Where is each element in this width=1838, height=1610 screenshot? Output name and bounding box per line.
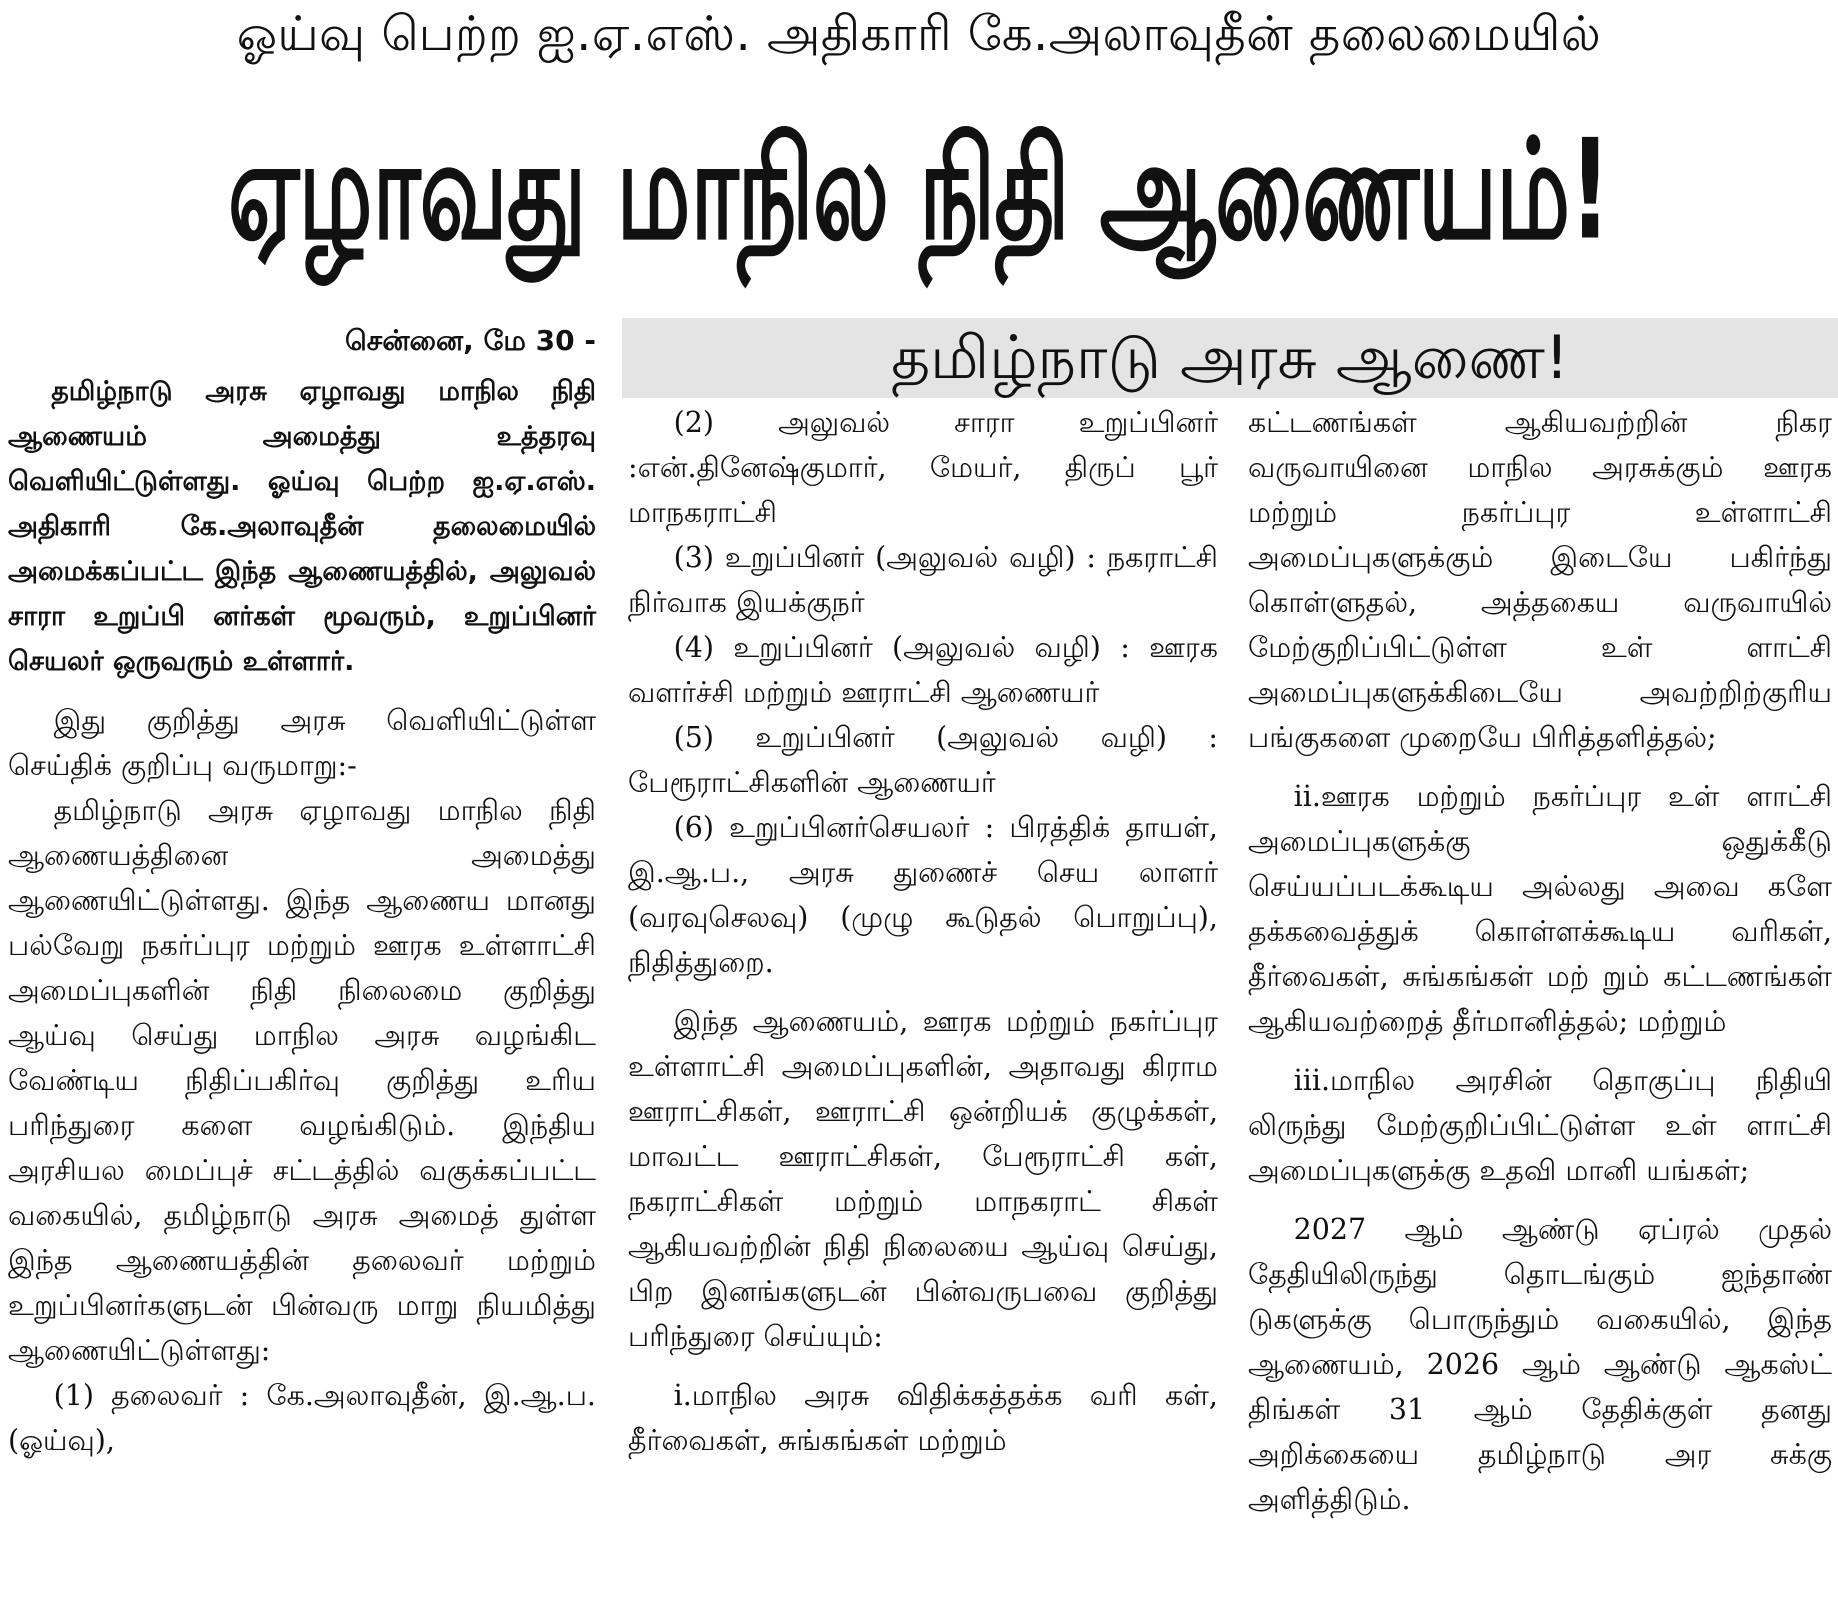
paragraph: இந்த ஆணையம், ஊரக மற்றும் நகர்ப்புர உள்ளாட்சி அமைப்புகளின், அதாவது கிராம ஊராட்சிகள், ஊராட்சி ஒன்றியக் குழுக்கள், மாவட்ட ஊராட்சிகள், பேரூராட்சி கள், நகராட்சிகள் மற்றும் மாநகராட் சிகள் ஆகியவற்றின் நிதி நிலையை ஆய்வு செய்து, பிற இனங்களுடன் பின்வருபவை குறித்து பரிந்துரை செய்யும்:	[628, 1005, 1218, 1353]
column-2	[628, 400, 1218, 1463]
column-3	[1248, 400, 1832, 1522]
paragraph: (2) அலுவல் சாரா உறுப்பினர் :என்.தினேஷ்குமார், மேயர், திருப் பூர் மாநகராட்சி	[628, 406, 1218, 529]
subheadline: தமிழ்நாடு அரசு ஆணை!	[622, 318, 1838, 398]
column-1	[8, 318, 596, 1463]
paragraph: (4) உறுப்பினர் (அலுவல் வழி) : ஊரக வளர்ச்சி மற்றும் ஊராட்சி ஆணையர்	[628, 631, 1218, 709]
paragraph: 2027 ஆம் ஆண்டு ஏப்ரல் முதல் தேதியிலிருந்து தொடங்கும் ஐந்தாண் டுகளுக்கு பொருந்தும் வகையில், இந்த ஆணையம், 2026 ஆம் ஆண்டு ஆகஸ்ட் திங்கள் 31 ஆம் தேதிக்குள் தனது அறிக்கையை தமிழ்நாடு அர சுக்கு அளித்திடும்.	[1248, 1213, 1832, 1516]
main-headline: ஏழாவது மாநில நிதி ஆணையம்!	[227, 110, 1611, 271]
lead-paragraph: தமிழ்நாடு அரசு ஏழாவது மாநில நிதி ஆணையம் அமைத்து உத்தரவு வெளியிட்டுள்ளது. ஓய்வு பெற்ற ஐ.ஏ.எஸ். அதிகாரி கே.அலாவுதீன் தலைமையில் அமைக்கப்பட்ட இந்த ஆணையத்தில், அலுவல் சாரா உறுப்பி னர்கள் மூவரும், உறுப்பினர் செயலர் ஒருவரும் உள்ளார்.	[8, 376, 596, 677]
kicker-headline: ஓய்வு பெற்ற ஐ.ஏ.எஸ். அதிகாரி கே.அலாவுதீன் தலைமையில்	[236, 6, 1602, 62]
paragraph: இது குறித்து அரசு வெளியிட்டுள்ள செய்திக் குறிப்பு வருமாறு:-	[8, 704, 596, 782]
paragraph: iii.மாநில அரசின் தொகுப்பு நிதியி லிருந்து மேற்குறிப்பிட்டுள்ள உள் ளாட்சி அமைப்புகளுக்கு உதவி மானி யங்கள்;	[1248, 1064, 1832, 1187]
paragraph: தமிழ்நாடு அரசு ஏழாவது மாநில நிதி ஆணையத்தினை அமைத்து ஆணையிட்டுள்ளது. இந்த ஆணைய மானது பல்வேறு நகர்ப்புர மற்றும் ஊரக உள்ளாட்சி அமைப்புகளின் நிதி நிலைமை குறித்து ஆய்வு செய்து மாநில அரசு வழங்கிட வேண்டிய நிதிப்பகிர்வு குறித்து உரிய பரிந்துரை களை வழங்கிடும். இந்திய அரசியல மைப்புச் சட்டத்தில் வகுக்கப்பட்ட வகையில், தமிழ்நாடு அரசு அமைத் துள்ள இந்த ஆணையத்தின் தலைவர் மற்றும் உறுப்பினர்களுடன் பின்வரு மாறு நியமித்து ஆணையிட்டுள்ளது:	[8, 794, 596, 1367]
dateline: சென்னை, மே 30 -	[345, 324, 596, 357]
paragraph: (1) தலைவர் : கே.அலாவுதீன், இ.ஆ.ப. (ஓய்வு),	[8, 1379, 596, 1457]
paragraph: (5) உறுப்பினர் (அலுவல் வழி) : பேரூராட்சிகளின் ஆணையர்	[628, 721, 1218, 799]
paragraph: (6) உறுப்பினர்செயலர் : பிரத்திக் தாயள், இ.ஆ.ப., அரசு துணைச் செய லாளர் (வரவுசெலவு) (முழு கூடுதல் பொறுப்பு), நிதித்துறை.	[628, 811, 1218, 979]
paragraph: கட்டணங்கள் ஆகியவற்றின் நிகர வருவாயினை மாநில அரசுக்கும் ஊரக மற்றும் நகர்ப்புர உள்ளாட்சி அமைப்புகளுக்கும் இடையே பகிர்ந்து கொள்ளுதல், அத்தகைய வருவாயில் மேற்குறிப்பிட்டுள்ள உள் ளாட்சி அமைப்புகளுக்கிடையே அவற்றிற்குரிய பங்குகளை முறையே பிரித்தளித்தல்;	[1248, 406, 1832, 754]
paragraph: ii.ஊரக மற்றும் நகர்ப்புர உள் ளாட்சி அமைப்புகளுக்கு ஒதுக்கீடு செய்யப்படக்கூடிய அல்லது அவை களே தக்கவைத்துக் கொள்ளக்கூடிய வரிகள், தீர்வைகள், சுங்கங்கள் மற் றும் கட்டணங்கள் ஆகியவற்றைத் தீர்மானித்தல்; மற்றும்	[1248, 780, 1832, 1038]
paragraph: i.மாநில அரசு விதிக்கத்தக்க வரி கள், தீர்வைகள், சுங்கங்கள் மற்றும்	[628, 1379, 1218, 1457]
lead-paragraph-block	[8, 369, 596, 684]
paragraph: (3) உறுப்பினர் (அலுவல் வழி) : நகராட்சி நிர்வாக இயக்குநர்	[628, 541, 1218, 619]
